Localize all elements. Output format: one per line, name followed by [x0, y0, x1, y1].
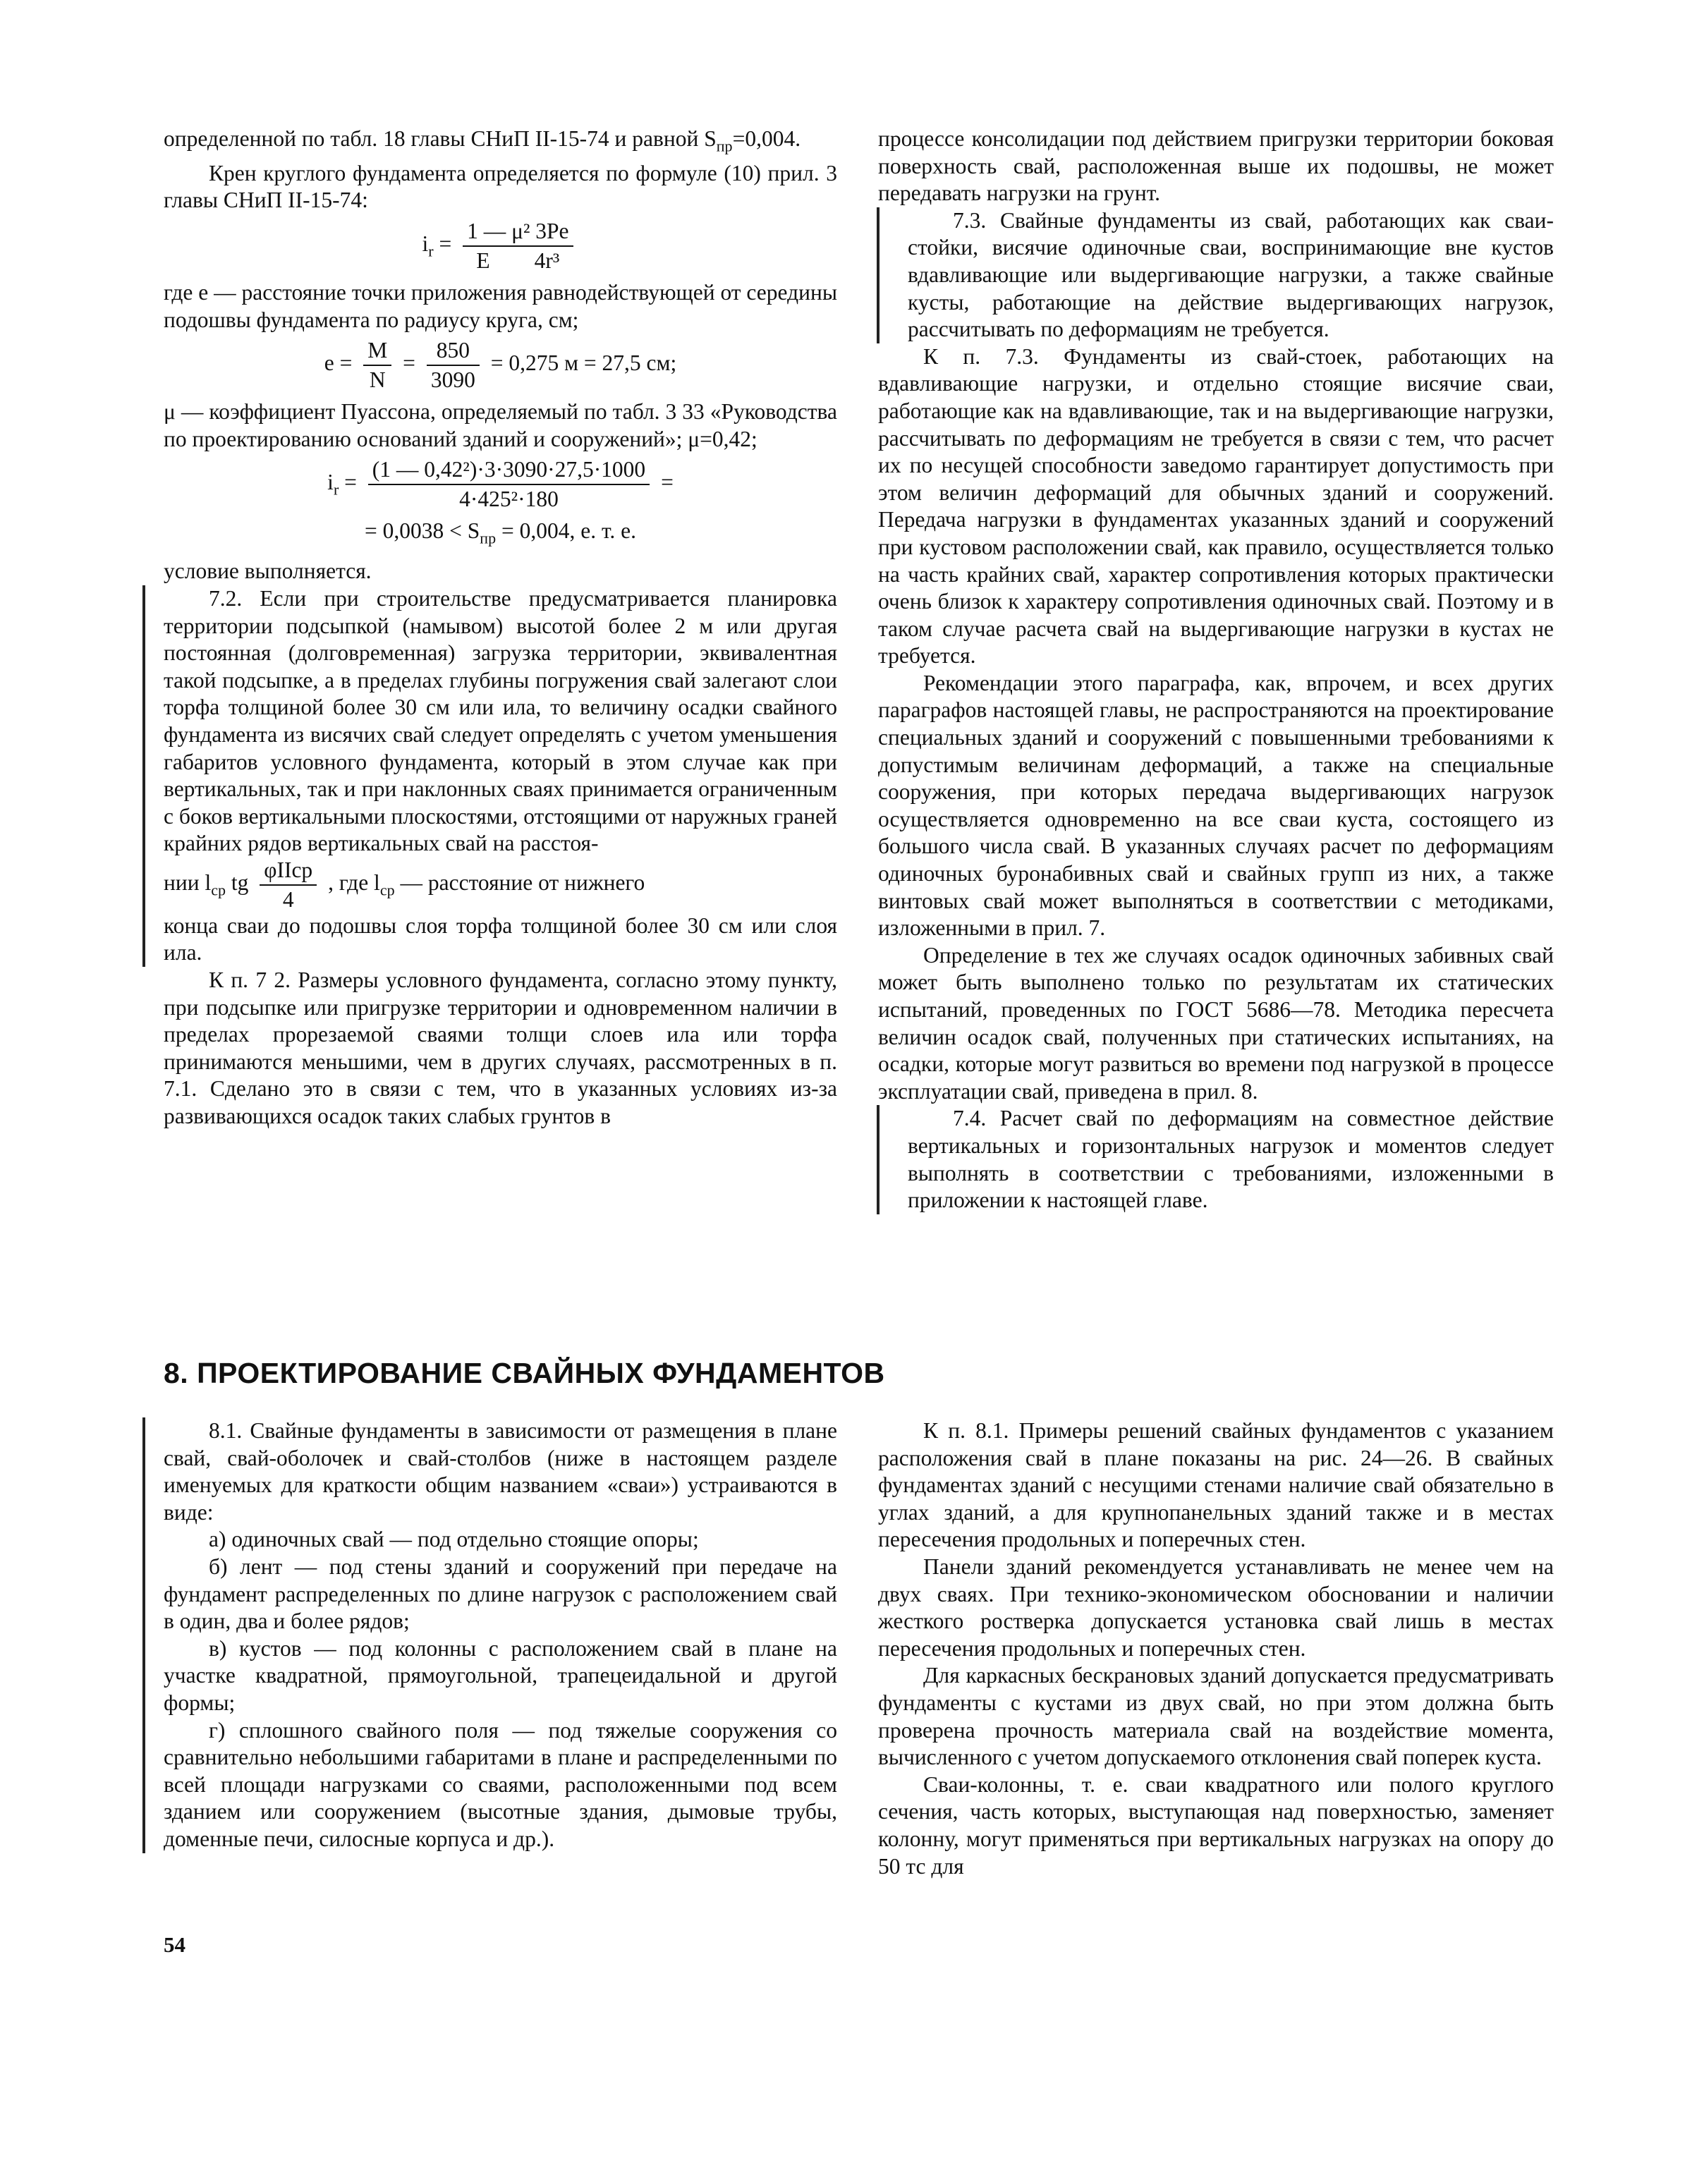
paragraph: 7.2. Если при строительстве предусматривается планировка территории подсыпкой (намывом) высотой более 2 м или другая постоянная (долговременная) загрузка территории, эквивалентная такой подсыпке, а в пределах глубины погружения свай залегают слои торфа толщиной более 30 см или ила, то величину осадки свайного фундамента из висячих свай следует определять с учетом уменьшения габаритов условного фундамента, который в этом случае как при вертикальных, так и при наклонных сваях принимается ограниченным с боков вертикальными плоскостями, отстоящими от наружных граней крайних рядов вертикальных свай на расстоя- — [164, 585, 837, 856]
list-item: в) кустов — под колонны с расположением свай в плане на участке квадратной, прямоугольной, трапецеидальной и другой формы; — [164, 1635, 837, 1715]
formula-eccentricity: e = $\frac{M}{N}$ = $\frac{850}{3090}$ = 0,275 м = 27,5 см; — [324, 338, 677, 393]
page-number: 54 — [164, 1932, 185, 1957]
paragraph: Рекомендации этого параграфа, как, впрочем, и всех других параграфов настоящей главы, не распространяются на проектирование специальных зданий и сооружений с повышенными требованиями к допустимым величинам деформаций, а также на специальные сооружения, при которых передача выдергивающих нагрузок осуществляется одновременно на все сваи куста, состоящего из большого числа свай. В указанных случаях расчет по деформациям одиночных буронабивных свай и свайных групп из них, а также винтовых свай может выполняться в соответствии с методиками, изложенными в прил. 7. — [878, 670, 1554, 941]
paragraph: 8.1. Свайные фундаменты в зависимости от размещения в плане свай, свай-оболочек и свай-столбов (ниже в настоящем разделе именуемых для краткости общим названием «сваи») устраиваются в виде: — [164, 1418, 837, 1525]
paragraph: Крен круглого фундамента определяется по формуле (10) прил. 3 главы СНиП II-15-74: — [164, 160, 837, 213]
paragraph: Панели зданий рекомендуется устанавливать не менее чем на двух сваях. При технико-экономическом обосновании и наличии жесткого ростверка допускается установка свай лишь в местах пересечения продольных и поперечных стен. — [878, 1554, 1554, 1661]
paragraph: К п. 7 2. Размеры условного фундамента, согласно этому пункту, при подсыпке или пригрузке территории и одновременном наличии в пределах прорезаемой сваями толщи слоев ила или торфа принимаются меньшими, чем в других случаях, рассмотренных в п. 7.1. Сделано это в связи с тем, что в указанных условиях из-за развивающихся осадок таких слабых грунтов в — [164, 968, 837, 1129]
right-column-lower — [878, 1417, 1554, 1880]
paragraph: К п. 7.3. Фундаменты из свай-стоек, работающих на вдавливающие нагрузки, и отдельно стоящие висячие сваи, работающие как на вдавливающие, так и на выдергивающие нагрузки, рассчитывать по деформациям не требуется в связи с тем, что расчет их по несущей способности заведомо гарантирует допустимость при этом величин деформаций для обычных зданий и сооружений. Передача нагрузки в фундаментах указанных зданий и сооружений при кустовом расположении свай, как правило, осуществляется только на часть крайних свай, характер сопротивления которых практически очень близок к характеру сопротивления одиночных свай. Поэтому и в таком случае расчета свай на выдергивающие нагрузки в кустах не требуется. — [878, 343, 1554, 669]
fraction: $\frac{\text{1 — μ² 3Pe}}{\text{E 4r³}}$ — [463, 219, 573, 274]
paragraph: Определение в тех же случаях осадок одиночных забивных свай может быть выполнено только по результатам их статических испытаний, проведенных по ГОСТ 5686—78. Методика пересчета величин осадок свай, полученных при статических испытаниях, на осадки, которые могут развиться во времени под нагрузкой в процессе эксплуатации свай, приведена в прил. 8. — [878, 942, 1554, 1104]
fraction: $\frac{850}{3090}$ — [427, 338, 480, 393]
section-heading: 8. ПРОЕКТИРОВАНИЕ СВАЙНЫХ ФУНДАМЕНТОВ — [164, 1357, 885, 1389]
formula-result: = $0,0038 < S_{пр} = 0,004$, е. т. е. — [364, 518, 636, 547]
paragraph: конца сваи до подошвы слоя торфа толщиной более 30 см или слоя ила. — [164, 913, 837, 965]
formula-tilt: $i_r$ = $\frac{\text{1 — μ² 3Pe}}{\text{E 4r³}}$ — [164, 219, 837, 274]
right-column-upper — [878, 126, 1554, 1214]
list-item: а) одиночных свай — под отдельно стоящие опоры; — [209, 1527, 699, 1552]
fraction: $\frac{M}{N}$ — [363, 338, 391, 393]
left-column-upper — [164, 126, 837, 1130]
paragraph: Для каркасных бескрановых зданий допускается предусматривать фундаменты с кустами из двух свай, но при этом должна быть проверена прочность материала свай на воздействие момента, вычисленного с учетом допускаемого отклонения свай поперек куста. — [878, 1663, 1554, 1770]
fraction: $\frac{\text{(1 — 0,42²)·3·3090·27,5·1000}}{\text{4·425²·180}}$ — [368, 457, 650, 512]
formula-tilt-value: $i_r$ = $\frac{\text{(1 — 0,42²)·3·3090·27,5·1000}}{\text{4·425²·180}}$ = — [327, 457, 674, 512]
paragraph: 7.3. Свайные фундаменты из свай, работающих как сваи-стойки, висячие одиночные сваи, воспринимающие вне кустов вдавливающие или выдергивающие нагрузки, а также свайные кусты, работающие на действие выдергивающих нагрузок, рассчитывать по деформациям не требуется. — [908, 207, 1554, 342]
list-item: б) лент — под стены зданий и сооружений при передаче на фундамент распределенных по длине нагрузок с расположением свай в один, два и более рядов; — [164, 1554, 837, 1634]
paragraph: μ — коэффициент Пуассона, определяемый по табл. 3 33 «Руководства по проектированию оснований зданий и сооружений»; μ=0,42; — [164, 399, 837, 451]
paragraph: К п. 8.1. Примеры решений свайных фундаментов с указанием расположения свай в плане показаны на рис. 24—26. В свайных фундаментах зданий с несущими стенами наличие свай обязательно в углах зданий, а для крупнопанельных зданий также и в местах пересечения продольных и поперечных стен. — [878, 1418, 1554, 1552]
paragraph: 7.4. Расчет свай по деформациям на совместное действие вертикальных и горизонтальных нагрузок и моментов следует выполнять в соответствии с требованиями, изложенными в приложении к настоящей главе. — [908, 1106, 1554, 1213]
paragraph: Сваи-колонны, т. е. сваи квадратного или полого круглого сечения, часть которых, выступающая над поверхностью, заменяет колонну, могут применяться при вертикальных нагрузках на опору до 50 тс для — [878, 1771, 1554, 1879]
clause-7-3 — [877, 207, 1554, 343]
formula-inline: нии $l_{ср}$ tg $\frac{\text{φIIср}}{4}$ , где $l_{ср}$ — расстояние от нижнего — [164, 857, 645, 912]
clause-7-4 — [877, 1105, 1554, 1214]
paragraph: где e — расстояние точки приложения равнодействующей от середины подошвы фундамента по радиусу круга, см; — [164, 280, 837, 332]
paragraph: условие выполняется. — [164, 559, 372, 584]
list-item: г) сплошного свайного поля — под тяжелые сооружения со сравнительно небольшими габаритами в плане и распределенными по всей площади нагрузками со сваями, расположенными под всем зданием или сооружением (высотные здания, дымовые трубы, доменные печи, силосные корпуса и др.). — [164, 1717, 837, 1851]
paragraph: определенной по табл. 18 главы СНиП II-15-74 и равной $S_{пр}=0,004$. — [164, 126, 801, 155]
left-column-lower — [164, 1417, 837, 1853]
fraction: $\frac{\text{φIIср}}{4}$ — [260, 858, 317, 913]
clause-7-2 — [142, 585, 837, 967]
clause-8-1 — [142, 1417, 837, 1853]
paragraph: процессе консолидации под действием пригрузки территории боковая поверхность свай, расположенная выше их подошвы, не может передавать нагрузки на грунт. — [878, 126, 1554, 206]
